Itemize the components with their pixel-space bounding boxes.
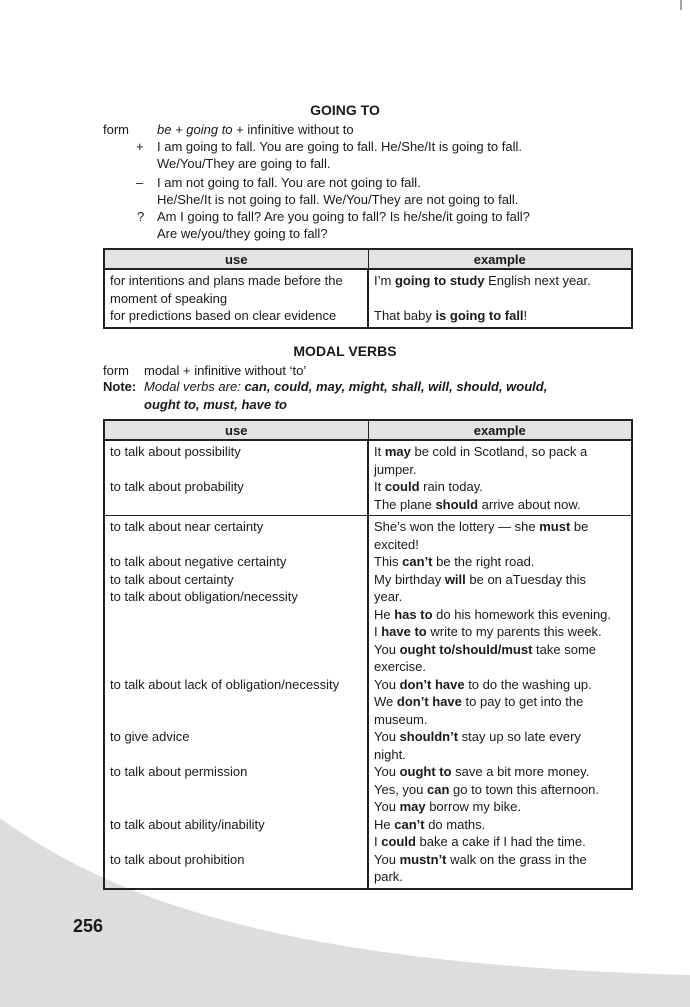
col-use: use — [104, 420, 368, 440]
form-rest: + infinitive without to — [232, 122, 354, 137]
modal-verbs-table — [103, 419, 633, 890]
use-cell: to talk about possibility to talk about probability — [104, 440, 368, 516]
going-to-form-text — [157, 121, 354, 138]
modal-form-label: form — [103, 363, 129, 378]
example-text: That baby is going to fall! — [374, 308, 528, 323]
table-header — [104, 420, 632, 440]
example-text: I’m going to study English next year. — [374, 273, 591, 288]
example-cell — [368, 269, 632, 328]
table-header — [104, 249, 632, 269]
note-label: Note: — [103, 379, 137, 394]
col-example: example — [368, 420, 632, 440]
form-italic: be + going to — [157, 122, 233, 137]
use-text: for intentions and plans made before the — [110, 273, 343, 288]
negative-line-2: He/She/It is not going to fall. We/You/They are not going to fall. — [157, 192, 519, 207]
positive-symbol: + — [136, 139, 144, 154]
use-text: moment of speaking — [110, 290, 228, 306]
col-use: use — [104, 249, 368, 269]
modal-verbs-heading: MODAL VERBS — [293, 343, 397, 359]
table-row — [104, 269, 632, 328]
question-line-1: Am I going to fall? Are you going to fall? Is he/she/it going to fall? — [157, 209, 530, 224]
col-example: example — [368, 249, 632, 269]
example-cell: She’s won the lottery — she must be excited! This can’t be the right road. My birthday will be on aTuesday this year. He has to do his homework this evening. I have to write to my parents this week. You ought to/should/must take some exercise. You don’t have to do the washing up. We don’t have to pay to get into the museum. You shouldn’t stay up so late every night. You ought to save a bit more money. Yes, you can go to town this afternoon. You may borrow my bike. He can’t do maths. I could bake a cake if I had the time. You mustn’t walk on the grass in the park. — [368, 516, 632, 889]
table-row — [104, 440, 632, 516]
going-to-heading: GOING TO — [310, 102, 380, 118]
use-cell — [104, 269, 368, 328]
example-cell: It may be cold in Scotland, so pack a jumper. It could rain today. The plane should arrive about now. — [374, 444, 588, 512]
question-symbol: ? — [137, 209, 145, 224]
note-line-1: Modal verbs are: can, could, may, might, shall, will, should, would, — [144, 379, 548, 394]
going-to-form-label: form — [103, 122, 129, 137]
modal-form-text: modal + infinitive without ‘to’ — [144, 363, 307, 378]
use-text: for predictions based on clear evidence — [110, 308, 337, 323]
use-cell: to talk about near certainty to talk about negative certainty to talk about certainty to talk about obligation/necessity to talk about lack of obligation/necessity to give advice to talk about permission to talk about ability/inability to talk about prohibition — [104, 516, 368, 889]
negative-symbol: – — [136, 175, 144, 190]
table-row — [104, 516, 632, 889]
page-number: 256 — [73, 916, 104, 936]
positive-line-2: We/You/They are going to fall. — [157, 156, 331, 171]
question-line-2: Are we/you/they going to fall? — [157, 226, 328, 241]
note-line-2: ought to, must, have to — [144, 397, 287, 412]
positive-line-1: I am going to fall. You are going to fall. He/She/It is going to fall. — [157, 139, 522, 154]
going-to-table — [103, 248, 633, 329]
negative-line-1: I am not going to fall. You are not going to fall. — [157, 175, 421, 190]
